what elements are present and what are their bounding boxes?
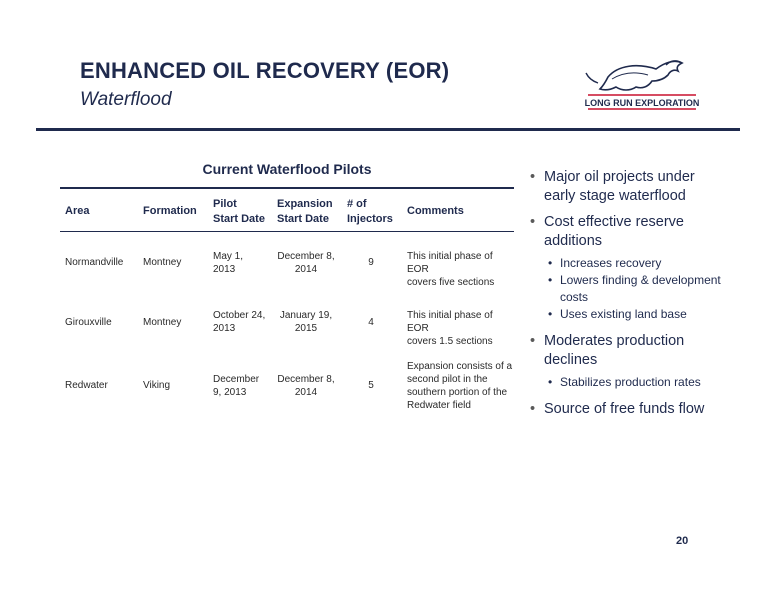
cell-expansion-date: January 19, 2015 [279, 310, 333, 334]
cell-injectors: 5 [368, 380, 374, 391]
table-top-border [60, 187, 514, 189]
bullet-item: • Moderates production declines [530, 332, 730, 370]
cell-formation: Montney [143, 317, 182, 328]
cell-expansion-date: December 8, 2014 [277, 374, 335, 398]
logo-text: LONG RUN EXPLORATION [584, 98, 700, 108]
cell-comments: This initial phase of EOR covers five sections [407, 251, 495, 288]
horse-icon [578, 55, 706, 117]
sub-bullet-item: • Uses existing land base [530, 306, 730, 323]
table-title: Current Waterflood Pilots [202, 161, 372, 177]
col-header-pilot: Pilot Start Date [213, 198, 265, 225]
cell-area: Normandville [65, 257, 124, 268]
page-number: 20 [676, 535, 689, 547]
cell-pilot-date: May 1, 2013 [213, 251, 244, 275]
cell-injectors: 9 [368, 257, 374, 268]
cell-comments: This initial phase of EOR covers 1.5 sections [407, 310, 493, 347]
cell-comments: Expansion consists of a second pilot in the southern portion of the Redwater field [407, 361, 513, 411]
cell-expansion-date: December 8, 2014 [277, 251, 335, 275]
cell-formation: Viking [143, 380, 171, 391]
slide-subtitle: Waterflood [80, 89, 172, 110]
sub-bullet-item: • Increases recovery [530, 255, 730, 272]
table-header-border [60, 231, 514, 232]
col-header-expansion: Expansion Start Date [277, 198, 333, 225]
col-header-injectors: # of Injectors [347, 198, 393, 225]
cell-pilot-date: October 24, 2013 [213, 310, 266, 334]
bullet-item: • Major oil projects under early stage waterflood [530, 168, 730, 206]
header-rule [36, 128, 740, 131]
col-header-formation: Formation [143, 205, 197, 217]
col-header-comments: Comments [407, 205, 464, 217]
cell-pilot-date: December 9, 2013 [213, 374, 260, 398]
cell-formation: Montney [143, 257, 182, 268]
sub-bullet-item: • Stabilizes production rates [530, 374, 730, 391]
col-header-area: Area [65, 205, 90, 217]
bullet-item: • Source of free funds flow [530, 400, 730, 419]
sub-bullet-list [530, 374, 730, 391]
cell-area: Girouxville [65, 317, 112, 328]
sub-bullet-list [530, 255, 730, 323]
cell-area: Redwater [65, 380, 108, 391]
bullet-list [530, 168, 730, 426]
company-logo [578, 55, 706, 117]
sub-bullet-item: • Lowers finding & development costs [530, 272, 730, 306]
cell-injectors: 4 [368, 317, 374, 328]
bullet-item: • Cost effective reserve additions [530, 213, 730, 251]
slide-title: ENHANCED OIL RECOVERY (EOR) [80, 58, 450, 83]
